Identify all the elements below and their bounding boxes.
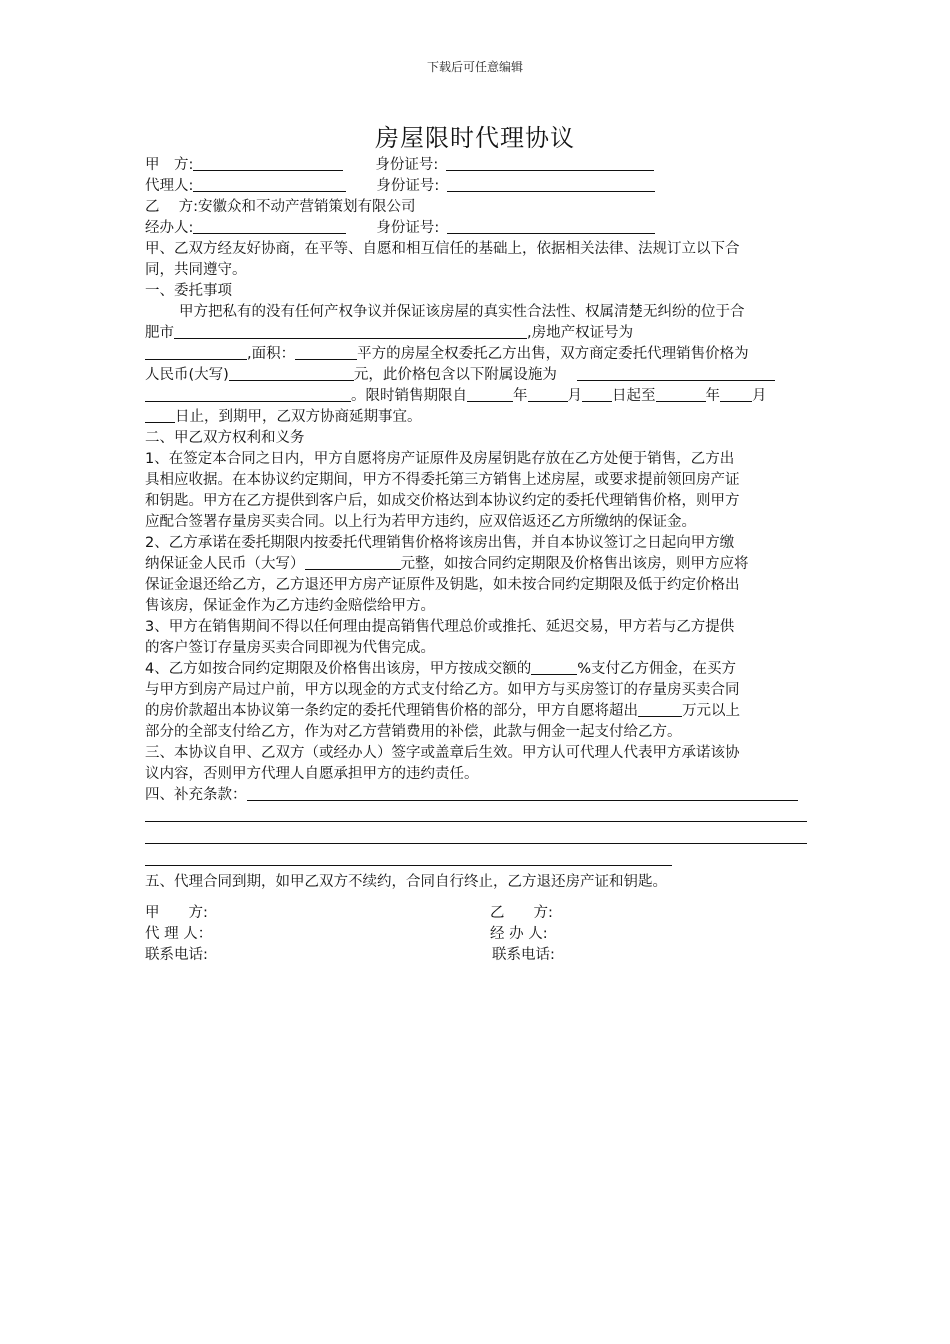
handler-sign-label: 经 办 人: [490,926,548,942]
handler-name-blank[interactable] [193,218,346,234]
text-period: 。限时销售期限自 [351,388,467,404]
text-end: 日止，到期甲，乙双方协商延期事宜。 [175,409,422,425]
handler-label: 经办人: [145,220,194,236]
end-month-blank[interactable] [720,386,752,402]
end-year-blank[interactable] [656,386,706,402]
section-4-row [145,785,807,806]
party-a-id-label: 身份证号: [375,157,439,173]
section-1-line-1: 甲方把私有的没有任何产权争议并保证该房屋的真实性合法性、权属清楚无纠纷的位于合 [179,304,745,320]
start-day-blank[interactable] [582,386,612,402]
supplement-blank-3[interactable] [145,828,807,844]
facilities-blank-2[interactable] [145,386,351,402]
text-deposit: 纳保证金人民币（大写） [145,556,305,572]
supplement-blank-2[interactable] [145,806,807,822]
signature-block [145,903,807,966]
price-blank[interactable] [229,365,354,381]
section-2-p2-line-4: 售该房，保证金作为乙方违约金赔偿给甲方。 [145,598,435,614]
agent-id-label: 身份证号: [376,178,440,194]
section-1-line-5 [145,386,807,407]
supplement-blank-1[interactable] [247,785,798,801]
agent-name-blank[interactable] [193,176,346,192]
party-b-sign-label: 乙 方: [490,905,553,921]
section-2-p4-line-4: 部分的全部支付给乙方，作为对乙方营销费用的补偿，此款与佣金一起支付给乙方。 [145,724,682,740]
section-2-title: 二、甲乙双方权利和义务 [145,430,305,446]
section-2-p4-line-2: 与甲方到房产局过户前，甲方以现金的方式支付给乙方。如甲方与买房签订的存量房买卖合同 [145,682,740,698]
excess-blank[interactable] [638,701,682,717]
section-2-p4-line-3 [145,701,807,722]
text-rmb: 人民币(大写) [145,367,229,383]
signature-row-phone [145,945,807,966]
section-2-p1-line-2: 具相应收据。在本协议约定期间，甲方不得委托第三方销售上述房屋，或要求提前领回房产证 [145,472,740,488]
section-2-p2-line-3: 保证金退还给乙方，乙方退还甲方房产证原件及钥匙，如未按合同约定期限及低于约定价格出 [145,577,740,593]
text-excess-tail: 万元以上 [682,703,740,719]
intro-line-1: 甲、乙双方经友好协商，在平等、自愿和相互信任的基础上，依据相关法律、法规订立以下合 [145,241,740,257]
section-2-p4-line-1 [145,659,807,680]
section-2-p3-line-1: 3、甲方在销售期间不得以任何理由提高销售代理总价或推托、延迟交易，甲方若与乙方提供 [145,619,735,635]
phone-a-label: 联系电话: [145,947,208,963]
handler-row [145,218,807,239]
section-1-line-2 [145,323,807,344]
section-2-p3-line-2: 的客户签订存量房买卖合同即视为代售完成。 [145,640,435,656]
text-price-tail: 元，此价格包含以下附属设施为 [353,367,557,383]
party-a-sign-label: 甲 方: [145,905,208,921]
text-cert-no: ,房地产权证号为 [527,325,634,341]
cert-number-blank[interactable] [145,344,247,360]
signature-row-party [145,903,807,924]
signature-row-agent [145,924,807,945]
section-1-title: 一、委托事项 [145,283,232,299]
header-note: 下载后可任意编辑 [426,60,523,74]
facilities-blank[interactable] [577,365,775,381]
party-a-row [145,155,807,176]
party-a-label: 甲 方: [145,157,194,173]
text-commission-tail: %支付乙方佣金，在买方 [577,661,737,677]
text-hefei: 肥市 [145,325,174,341]
text-month: 月 [567,388,582,404]
supplement-blank-4[interactable] [145,850,672,866]
section-2-p1-line-1: 1、在签定本合同之日内，甲方自愿将房产证原件及房屋钥匙存放在乙方处便于销售，乙方出 [145,451,735,467]
section-1-line-3 [145,344,807,365]
party-b-row: 乙 方:安徽众和不动产营销策划有限公司 [145,199,416,215]
start-month-blank[interactable] [528,386,568,402]
commission-blank[interactable] [531,659,577,675]
phone-b-label: 联系电话: [492,947,555,963]
start-year-blank[interactable] [467,386,513,402]
section-1-line-6 [145,407,807,428]
page-title: 房屋限时代理协议 [375,124,575,152]
text-deposit-tail: 元整，如按合同约定期限及价格售出该房，则甲方应将 [400,556,749,572]
section-3-line-1: 三、本协议自甲、乙双方（或经办人）签字或盖章后生效。甲方认可代理人代表甲方承诺该协 [145,745,740,761]
section-2-p2-line-1: 2、乙方承诺在委托期限内按委托代理销售价格将该房出售，并自本协议签订之日起向甲方缴 [145,535,735,551]
agreement-body [145,155,807,893]
text-excess: 的房价款超出本协议第一条约定的委托代理销售价格的部分，甲方自愿将超出 [145,703,638,719]
text-commission: 4、乙方如按合同约定期限及价格售出该房，甲方按成交额的 [145,661,532,677]
handler-id-label: 身份证号: [376,220,440,236]
section-2-p1-line-3: 和钥匙。甲方在乙方提供到客户后，如成交价格达到本协议约定的委托代理销售价格，则甲方 [145,493,740,509]
text-from: 日起至 [612,388,656,404]
agent-row [145,176,807,197]
end-day-blank[interactable] [145,407,175,423]
agent-sign-label: 代 理 人： [145,926,213,942]
party-a-id-blank[interactable] [446,155,654,171]
agent-id-blank[interactable] [447,176,655,192]
handler-id-blank[interactable] [447,218,655,234]
text-area: ,面积： [247,346,296,362]
address-blank[interactable] [174,323,527,339]
section-5: 五、代理合同到期，如甲乙双方不续约，合同自行终止，乙方退还房产证和钥匙。 [145,874,667,890]
text-year-2: 年 [705,388,720,404]
agent-label: 代理人: [145,178,194,194]
text-year: 年 [513,388,528,404]
section-3-line-2: 议内容，否则甲方代理人自愿承担甲方的违约责任。 [145,766,479,782]
section-2-p1-line-4: 应配合签署存量房买卖合同。以上行为若甲方违约，应双倍返还乙方所缴纳的保证金。 [145,514,696,530]
section-1-line-4 [145,365,807,386]
section-2-p2-line-2 [145,554,807,575]
area-blank[interactable] [295,344,357,360]
party-a-name-blank[interactable] [193,155,343,171]
deposit-blank[interactable] [305,554,401,570]
text-area-tail: 平方的房屋全权委托乙方出售，双方商定委托代理销售价格为 [357,346,749,362]
text-month-2: 月 [752,388,767,404]
intro-line-2: 同，共同遵守。 [145,262,247,278]
section-4-label: 四、补充条款： [145,787,247,803]
